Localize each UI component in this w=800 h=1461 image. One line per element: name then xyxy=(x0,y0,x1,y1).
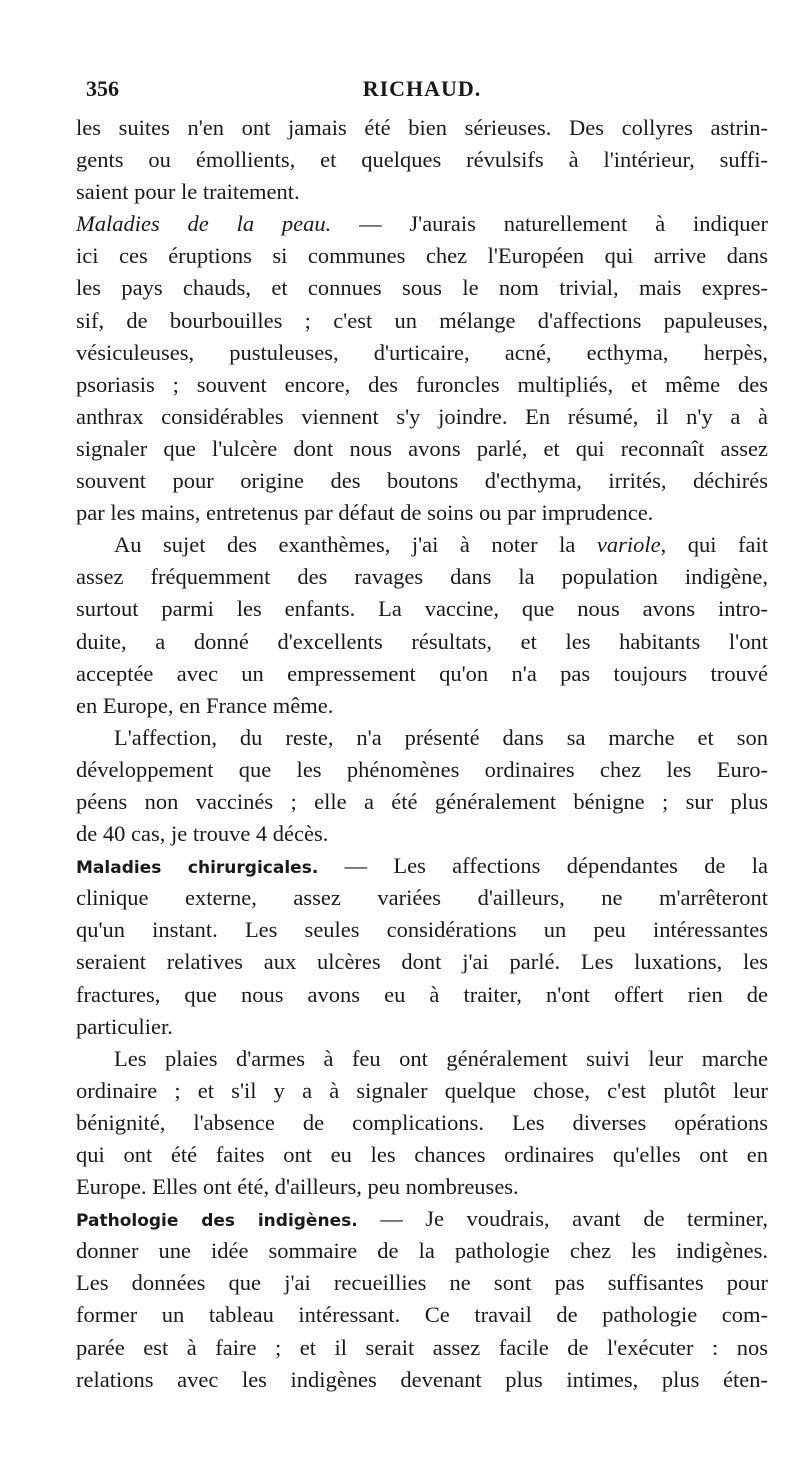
text-line xyxy=(76,208,768,240)
text-line xyxy=(76,1203,768,1235)
text-line xyxy=(76,946,768,978)
text-line xyxy=(76,1075,768,1107)
text-line xyxy=(76,529,768,561)
line-text: sif, de bourbouilles ; c'est un mélange d'affections papuleuses, xyxy=(76,307,768,333)
text-line xyxy=(76,561,768,593)
text-line xyxy=(76,593,768,625)
text-line xyxy=(76,1364,768,1396)
text-line xyxy=(76,1332,768,1364)
line-text: qui ont été faites ont eu les chances ordinaires qu'elles ont en xyxy=(76,1142,768,1167)
text-line xyxy=(76,1043,768,1075)
line-text: bénignité, l'absence de complications. Les diverses opérations xyxy=(76,1109,768,1135)
line-text: gents ou émollients, et quelques révulsifs à l'intérieur, suffi- xyxy=(76,147,768,173)
line-text: par les mains, entretenus par défaut de soins ou par imprudence. xyxy=(76,500,654,526)
line-text: — J'aurais naturellement à indiquer xyxy=(331,211,768,237)
line-text: clinique externe, assez variées d'ailleurs, ne m'arrêteront xyxy=(76,885,768,911)
line-text: relations avec les indigènes devenant plus intimes, plus éten- xyxy=(76,1366,768,1392)
line-text: de 40 cas, je trouve 4 décès. xyxy=(76,821,329,847)
line-text: psoriasis ; souvent encore, des furoncles multipliés, et même des xyxy=(76,371,768,397)
text-line xyxy=(76,882,768,914)
text-line xyxy=(76,433,768,465)
line-text: les suites n'en ont jamais été bien sérieuses. Des collyres astrin- xyxy=(76,115,768,140)
line-text: développement que les phénomènes ordinaires chez les Euro- xyxy=(76,756,768,782)
text-line xyxy=(76,1267,768,1299)
section-heading: Pathologie des indigènes. xyxy=(76,1211,358,1232)
text-line xyxy=(76,1299,768,1331)
italic-heading: Maladies de la peau. xyxy=(76,211,332,237)
line-text: vésiculeuses, pustuleuses, d'urticaire, acné, ecthyma, herpès, xyxy=(76,339,768,365)
text-line xyxy=(76,850,768,882)
line-text: duite, a donné d'excellents résultats, et les habitants l'ont xyxy=(76,628,768,654)
text-line xyxy=(76,1011,768,1043)
body-text xyxy=(76,112,768,1396)
line-text: fractures, que nous avons eu à traiter, n'ont offert rien de xyxy=(76,981,768,1007)
line-text: — Je voudrais, avant de terminer, xyxy=(357,1206,768,1232)
text-line xyxy=(76,658,768,690)
text-line xyxy=(76,144,768,176)
line-text: former un tableau intéressant. Ce travail de pathologie com- xyxy=(76,1302,768,1328)
text-line xyxy=(76,1139,768,1171)
text-line xyxy=(76,1171,768,1203)
line-text: acceptée avec un empressement qu'on n'a pas toujours trouvé xyxy=(76,660,768,686)
page-number: 356 xyxy=(86,76,119,101)
text-line xyxy=(76,401,768,433)
line-text: particulier. xyxy=(76,1013,173,1039)
line-text: péens non vaccinés ; elle a été généralement bénigne ; sur plus xyxy=(76,788,768,814)
line-text: signaler que l'ulcère dont nous avons parlé, et qui reconnaît assez xyxy=(76,435,768,461)
line-text: donner une idée sommaire de la pathologie chez les indigènes. xyxy=(76,1238,768,1264)
text-line xyxy=(76,305,768,337)
text-line xyxy=(76,1107,768,1139)
text-line xyxy=(76,176,768,208)
text-line xyxy=(76,112,768,144)
text-line xyxy=(76,369,768,401)
line-text: Au sujet des exanthèmes, j'ai à noter la xyxy=(114,532,597,558)
text-line xyxy=(76,979,768,1011)
line-text: assez fréquemment des ravages dans la population indigène, xyxy=(76,564,768,590)
page-header xyxy=(76,70,768,104)
text-line xyxy=(76,818,768,850)
line-text: , qui fait xyxy=(660,532,768,558)
italic-heading: variole xyxy=(596,532,661,558)
line-text: en Europe, en France même. xyxy=(76,692,334,718)
section-heading: Maladies chirurgicales. xyxy=(76,858,319,879)
line-text: les pays chauds, et connues sous le nom trivial, mais expres- xyxy=(76,275,768,301)
line-text: Les plaies d'armes à feu ont généralement suivi leur marche xyxy=(114,1045,768,1071)
line-text: qu'un instant. Les seules considérations un peu intéressantes xyxy=(76,917,768,943)
text-line xyxy=(76,626,768,658)
line-text: surtout parmi les enfants. La vaccine, que nous avons intro- xyxy=(76,596,768,622)
line-text: L'affection, du reste, n'a présenté dans sa marche et son xyxy=(114,724,768,750)
text-line xyxy=(76,1235,768,1267)
line-text: saient pour le traitement. xyxy=(76,179,300,205)
text-line xyxy=(76,240,768,272)
line-text: Europe. Elles ont été, d'ailleurs, peu nombreuses. xyxy=(76,1174,519,1200)
text-line xyxy=(76,754,768,786)
text-line xyxy=(76,337,768,369)
text-line xyxy=(76,786,768,818)
running-title: RICHAUD. xyxy=(362,76,482,101)
line-text: — Les affections dépendantes de la xyxy=(318,853,768,879)
text-line xyxy=(76,690,768,722)
line-text: parée est à faire ; et il serait assez facile de l'exécuter : nos xyxy=(76,1334,768,1360)
line-text: seraient relatives aux ulcères dont j'ai parlé. Les luxations, les xyxy=(76,949,768,975)
line-text: Les données que j'ai recueillies ne sont pas suffisantes pour xyxy=(76,1270,768,1296)
text-line xyxy=(76,465,768,497)
text-line xyxy=(76,497,768,529)
book-page xyxy=(76,70,768,1396)
line-text: ici ces éruptions si communes chez l'Européen qui arrive dans xyxy=(76,243,768,269)
line-text: ordinaire ; et s'il y a à signaler quelque chose, c'est plutôt leur xyxy=(76,1077,768,1103)
line-text: anthrax considérables viennent s'y joindre. En résumé, il n'y a à xyxy=(76,403,768,429)
line-text: souvent pour origine des boutons d'ecthyma, irrités, déchirés xyxy=(76,468,768,494)
text-line xyxy=(76,272,768,304)
text-line xyxy=(76,722,768,754)
text-line xyxy=(76,914,768,946)
